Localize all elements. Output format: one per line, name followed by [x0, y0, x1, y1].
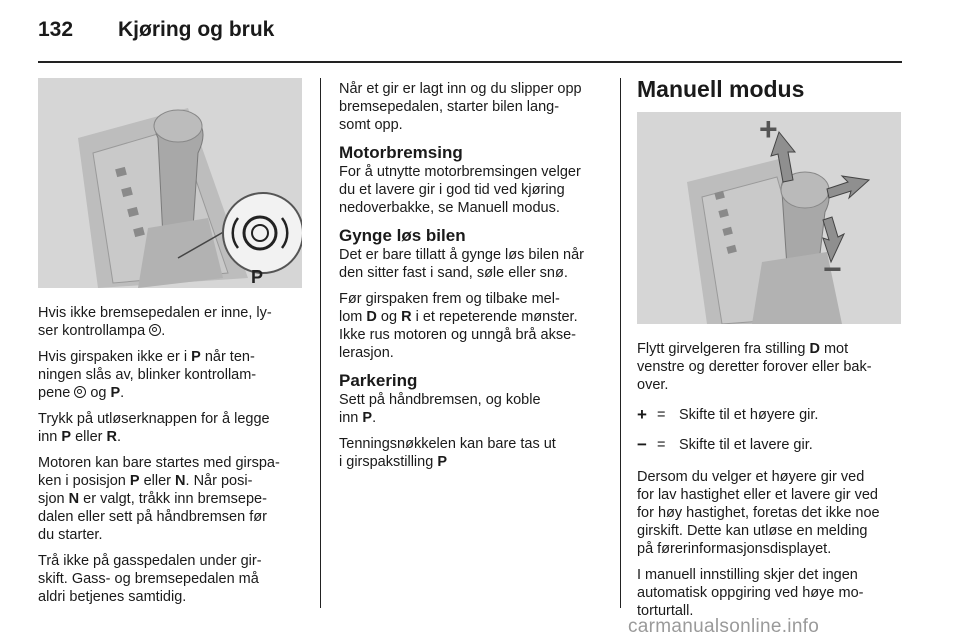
brake-lamp-icon	[74, 386, 86, 398]
text: i et repeterende mønster.	[415, 309, 578, 325]
text: for lav hastighet eller et lavere gir ved	[637, 487, 878, 503]
left-paragraph-2	[38, 348, 312, 402]
text: pene	[38, 385, 71, 401]
text: i girspakstilling	[339, 454, 434, 470]
text: For å utnytte motorbremsingen velger	[339, 164, 581, 180]
text: . Når posi-	[185, 473, 253, 489]
text: ningen slås av, blinker kontrollam-	[38, 367, 257, 383]
text: ken i posisjon	[38, 473, 126, 489]
inset-letter: P	[251, 267, 264, 287]
middle-intro	[339, 80, 611, 134]
gear-selector-illustration	[38, 78, 302, 288]
text: over.	[637, 377, 669, 393]
page-number: 132	[38, 18, 74, 41]
left-paragraph-3	[38, 410, 312, 446]
text: lom	[339, 309, 363, 325]
text: nedoverbakke, se Manuell modus.	[339, 200, 560, 216]
text: inn	[38, 429, 58, 445]
section-heading-manuell-modus: Manuell modus	[637, 76, 805, 102]
section-heading-parkering: Parkering	[339, 371, 418, 390]
text: mot	[823, 341, 849, 357]
text: girskift. Dette kan utløse en melding	[637, 523, 868, 539]
gear-letter: N	[68, 491, 80, 507]
text: bremsepedalen, starter bilen lang-	[339, 99, 560, 115]
plus-marker: +	[759, 112, 778, 147]
text: Flytt girvelgeren fra stilling	[637, 341, 806, 357]
minus-icon: −	[637, 435, 647, 454]
text: Motoren kan bare startes med girspa-	[38, 455, 280, 471]
text: Når et gir er lagt inn og du slipper opp	[339, 81, 582, 97]
left-paragraph-4	[38, 454, 312, 544]
column-divider-1	[320, 78, 321, 608]
legend-text: Skifte til et høyere gir.	[679, 407, 819, 423]
manual-mode-illustration	[637, 112, 901, 324]
left-paragraph-1	[38, 304, 312, 340]
section-heading-motorbremsing: Motorbremsing	[339, 143, 463, 162]
text: når ten-	[204, 349, 255, 365]
text: Tenningsnøkkelen kan bare tas ut	[339, 436, 556, 452]
text: og	[90, 385, 107, 401]
left-column	[38, 304, 312, 614]
text: Hvis ikke bremsepedalen er inne, ly-	[38, 305, 272, 321]
text: Hvis girspaken ikke er i	[38, 349, 188, 365]
text: Trå ikke på gasspedalen under gir-	[38, 553, 262, 569]
text: skift. Gass- og bremsepedalen må	[38, 571, 259, 587]
text: sjon	[38, 491, 65, 507]
gear-letter: P	[191, 349, 201, 365]
minus-marker: −	[823, 251, 842, 287]
text: for høy hastighet, foretas det ikke noe	[637, 505, 880, 521]
page-title: Kjøring og bruk	[118, 18, 275, 41]
text: somt opp.	[339, 117, 403, 133]
text: aldri betjenes samtidig.	[38, 589, 187, 605]
legend-row-upshift	[637, 406, 907, 424]
text: Sett på håndbremsen, og koble	[339, 392, 541, 408]
gear-letter: D	[366, 309, 377, 325]
right-paragraph-1	[637, 340, 907, 394]
plus-icon: +	[637, 405, 647, 424]
text: Dersom du velger et høyere gir ved	[637, 469, 865, 485]
text: er valgt, tråkk inn bremsepe-	[83, 491, 267, 507]
gear-letter: P	[437, 454, 447, 470]
right-column	[637, 340, 907, 628]
legend-row-downshift	[637, 436, 907, 454]
text: Det er bare tillatt å gynge løs bilen når	[339, 247, 585, 263]
equals-sign: =	[657, 437, 666, 453]
motorbremsing-text	[339, 163, 611, 217]
text: på førerinformasjonsdisplayet.	[637, 541, 832, 557]
text: lerasjon.	[339, 345, 394, 361]
text: Ikke rus motoren og unngå brå akse-	[339, 327, 576, 343]
gynge-text-2	[339, 290, 611, 362]
text: Trykk på utløserknappen for å legge	[38, 411, 270, 427]
left-paragraph-5	[38, 552, 312, 606]
brake-lamp-icon	[149, 324, 161, 336]
gear-letter: D	[809, 341, 820, 357]
text: .	[117, 429, 122, 445]
text: den sitter fast i sand, søle eller snø.	[339, 265, 568, 281]
text: eller	[143, 473, 171, 489]
text: venstre og deretter forover eller bak-	[637, 359, 872, 375]
text: .	[372, 410, 377, 426]
text: og	[380, 309, 398, 325]
text: inn	[339, 410, 359, 426]
gear-letter: P	[129, 473, 140, 489]
text: eller	[75, 429, 103, 445]
equals-sign: =	[657, 407, 666, 423]
parkering-text-2	[339, 435, 611, 471]
watermark: carmanualsonline.info	[628, 616, 820, 637]
manual-mode-drawing	[637, 112, 901, 324]
gear-letter: N	[175, 473, 186, 489]
text: .	[120, 385, 125, 401]
text: du starter.	[38, 527, 103, 543]
gear-letter: R	[401, 309, 412, 325]
text: dalen eller sett på håndbremsen før	[38, 509, 267, 525]
right-paragraph-2	[637, 468, 907, 558]
gear-letter: P	[61, 429, 72, 445]
text: Før girspaken frem og tilbake mel-	[339, 291, 560, 307]
gynge-text-1	[339, 246, 611, 282]
text: ser kontrollampa	[38, 323, 146, 339]
gear-selector-drawing	[38, 78, 302, 288]
header-divider	[38, 61, 902, 63]
section-heading-gynge: Gynge løs bilen	[339, 226, 466, 245]
middle-column	[339, 80, 611, 479]
column-divider-2	[620, 78, 621, 608]
text: I manuell innstilling skjer det ingen	[637, 567, 858, 583]
text: du et lavere gir i god tid ved kjøring	[339, 182, 565, 198]
text: .	[161, 323, 166, 339]
text: automatisk oppgiring ved høye mo-	[637, 585, 864, 601]
gear-letter: R	[106, 429, 118, 445]
text: torturtall.	[637, 603, 694, 619]
legend-text: Skifte til et lavere gir.	[679, 437, 813, 453]
gear-letter: P	[362, 410, 373, 426]
right-paragraph-3	[637, 566, 907, 620]
gear-letter: P	[110, 385, 121, 401]
parkering-text-1	[339, 391, 611, 427]
